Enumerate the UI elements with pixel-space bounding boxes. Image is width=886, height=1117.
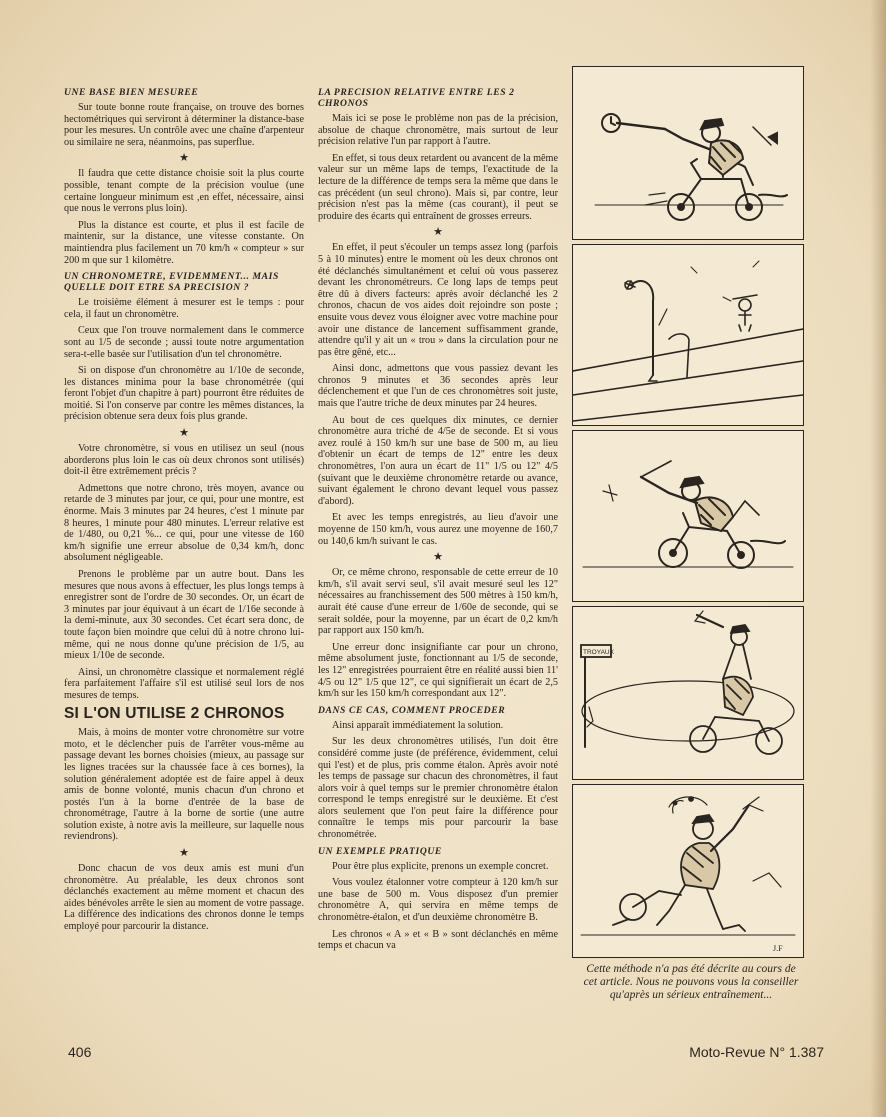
cartoon-panel-3 bbox=[572, 430, 804, 602]
circuit-rider-illustration bbox=[573, 607, 803, 779]
paragraph: En effet, il peut s'écouler un temps assez long (parfois 5 à 10 minutes) entre le moment où les deux chronos ont été déclanchés simultanément et celui où vous passerez devant les chronométreurs. Ce long laps de temps peut être dû à divers facteurs: après avoir déclanché les 2 chronos, chacun de vos aides doit rejoindre son poste ; ensuite vous devez vous éloigner avec votre machine pour avoir une distance de lancement suffisamment grande, attendre qu'il y ait un « trou » dans la circulation pour ne pas être gêné, etc... bbox=[318, 242, 558, 358]
section-heading: DANS CE CAS, COMMENT PROCEDER bbox=[318, 704, 506, 716]
section-heading: LA PRECISION RELATIVE ENTRE LES 2 CHRONOS bbox=[318, 87, 515, 109]
paragraph: Mais, à moins de monter votre chronomètre sur votre moto, et le déclencher puis de l'arrêter vous-même au passage devant les bornes choisies (mieux, au passage sur les lignes tracées sur la chaussée face à ces bornes), la solution généralement adoptée est de faire appel à deux amis de bonne volonté, munis chacun d'un chrono et postés l'un à la borne d'entrée de la base de chronométrage, l'autre à la borne de sortie (une autre solution existe, à notre avis la meilleure, sur laquelle nous reviendrons). bbox=[64, 727, 304, 843]
paragraph: Sur les deux chronomètres utilisés, l'un doit être considéré comme juste (de préférence, évidemment, celui qui l'est) et de plus, pris comme étalon. Après avoir noté les temps de passage sur chacun des chronomètres, il faut alors voir à quel temps sur le premier chronomètre étalon correspond le temps enregistré sur le deuxième. Et c'est alors seulement que l'on peut faire la différence pour connaître le temps mis pour parcourir la base chronométrée. bbox=[318, 736, 558, 841]
paragraph: Les chronos « A » et « B » sont déclanchés en même temps et chacun va bbox=[318, 928, 558, 952]
paragraph: Sur toute bonne route française, on trouve des bornes hectométriques qui serviront à déterminer la distance-base pour les mesures. Un contrôle avec une chaîne d'arpenteur ou similaire ne sera, néanmoins, pas superflue. bbox=[64, 102, 304, 148]
rider-with-pole-illustration bbox=[573, 67, 803, 239]
paragraph: Ceux que l'on trouve normalement dans le commerce sont au 1/5 de seconde ; aussi toute notre argumentation sera-t-elle basée sur l'utilisation d'un tel chronomètre. bbox=[64, 325, 304, 360]
paragraph: Donc chacun de vos deux amis est muni d'un chronomètre. Au préalable, les deux chronos sont déclanchés exactement au même moment et chacun des aides bénévoles arrête le sien au moment de votre passage. La différence des indications des chronos donne le temps employé pour parcourir la distance. bbox=[64, 863, 304, 933]
cartoon-strip bbox=[572, 66, 804, 962]
text-column-left bbox=[64, 82, 304, 938]
paragraph: Le troisième élément à mesurer est le temps : pour cela, il faut un chronomètre. bbox=[64, 297, 304, 320]
cartoon-panel-2 bbox=[572, 244, 804, 426]
star-separator: ★ bbox=[179, 152, 189, 165]
page-edge-shadow bbox=[870, 0, 886, 1117]
artist-signature: J.F bbox=[773, 944, 783, 953]
text-column-middle bbox=[318, 82, 558, 957]
paragraph: En effet, si tous deux retardent ou avancent de la même valeur sur un même laps de temps, l'exactitude de la lecture de la différence de temps sera la même que dans le cas précédent (un seul chrono). Mais si, par contre, leur précision n'est pas la même (cas courant), il peut se produire des écarts qui entraînent de grosses erreurs. bbox=[318, 152, 558, 222]
cartoon-panel-1 bbox=[572, 66, 804, 240]
paragraph: Votre chronomètre, si vous en utilisez un seul (nous aborderons plus loin le cas où deux chronos sont utilisés) doit-il être extrêmement précis ? bbox=[64, 443, 304, 478]
paragraph: Prenons le problème par un autre bout. Dans les mesures que nous avons à effectuer, les plus longs temps à enregistrer sont de l'ordre de 30 secondes. Or, un écart de 3 minutes par jour équivaut à un écart de 1/16e seconde à la demi-minute, aux 30 secondes. Cet écart sera donc, de toute façon bien moindre que celui dû à notre chrono lui-même, qui ne nous donne qu'une précision de 1/5, au mieux 1/10e de seconde. bbox=[64, 569, 304, 662]
section-heading: UN EXEMPLE PRATIQUE bbox=[318, 845, 442, 857]
paragraph: Ainsi donc, admettons que vous passiez devant les chronos 9 minutes et 36 secondes après leur déclenchement et que l'un de ces chronomètres soit juste, mais que l'autre triche de deux minutes par 24 heures. bbox=[318, 363, 558, 410]
page-number: 406 bbox=[68, 1044, 92, 1060]
section-heading: UNE BASE BIEN MESUREE bbox=[64, 87, 199, 98]
paragraph: Or, ce même chrono, responsable de cette erreur de 10 km/h, s'il avait servi seul, s'il avait mesuré seul les 12" nécessaires au franchissement des 500 mètres à 150 km/h, aurait été cause d'une erreur de 1/60e de seconde, qui se serait soldée, pour la moyenne, par un écart de 0,2 km/h par rapport aux 150 km/h. bbox=[318, 567, 558, 637]
paragraph: Et avec les temps enregistrés, au lieu d'avoir une moyenne de 150 km/h, vous aurez une moyenne de 160,7 ou 140,6 km/h suivant le cas. bbox=[318, 512, 558, 547]
crashed-rider-illustration bbox=[573, 785, 803, 957]
main-heading: SI L'ON UTILISE 2 CHRONOS bbox=[64, 704, 285, 722]
paragraph: Une erreur donc insignifiante car pour un chrono, même absolument juste, fonctionnant au 1/5 de seconde, les 12" enregistrées pourraient être en réalité aussi bien 11' 4/5 ou 12" 1/5 que 12", ce qui signifierait un écart de 2,5 km/h sur les 150 km/h correspondant aux 12". bbox=[318, 641, 558, 700]
paragraph: Il faudra que cette distance choisie soit la plus courte possible, tenant compte de la précision voulue (une certaine longueur minimum est ,en effet, nécessaire, ainsi que nous le verrons plus loin). bbox=[64, 168, 304, 215]
magazine-issue: Moto-Revue N° 1.387 bbox=[689, 1044, 824, 1060]
paragraph: Ainsi apparaît immédiatement la solution. bbox=[332, 719, 504, 731]
star-separator: ★ bbox=[179, 427, 189, 440]
paragraph: Plus la distance est courte, et plus il est facile de maintenir, sur la distance, une vitesse constante. On maintiendra plus facilement un 70 km/h « compteur » sur 200 m que sur 1 kilomètre. bbox=[64, 219, 304, 266]
paragraph: Admettons que notre chrono, très moyen, avance ou retarde de 3 minutes par jour, ce qui, pour une montre, est énorme. Mais 3 minutes par 24 heures, c'est 1 minute par 8 heures, 1 minute pour 480 minutes. L'erreur relative est de 1/480, ou 0,21 %... ce qui, pour une vitesse de 160 km/h signifie une erreur absolue de 0,34 km/h, donc absolument négligeable. bbox=[64, 482, 304, 564]
star-separator: ★ bbox=[179, 847, 189, 860]
street-corner-illustration bbox=[573, 245, 803, 425]
sign-text: TROYAUX bbox=[583, 649, 614, 656]
star-separator: ★ bbox=[433, 551, 443, 564]
paragraph: Vous voulez étalonner votre compteur à 120 km/h sur une base de 500 m. Vous disposez d'un premier chronomètre A, qui servira en même temps de chronomètre-étalon, et d'un deuxième chronomètre B. bbox=[318, 877, 558, 924]
paragraph: Ainsi, un chronomètre classique et normalement réglé fera parfaitement l'affaire s'il est utilisé seul lors de nos mesures de temps. bbox=[64, 666, 304, 701]
paragraph: Pour être plus explicite, prenons un exemple concret. bbox=[332, 860, 549, 872]
paragraph: Si on dispose d'un chronomètre au 1/10e de seconde, les distances minima pour la base chronométrée (qui feront l'objet d'un chapitre à part) pourront être réduites de moitié. Si l'on conserve par contre les mêmes distances, la précision obtenue sera deux fois plus grande. bbox=[64, 365, 304, 423]
star-separator: ★ bbox=[433, 226, 443, 239]
paragraph: Au bout de ces quelques dix minutes, ce dernier chronomètre aura triché de 4/5e de seconde. Et si vous avez roulé à 150 km/h sur une base de 500 m, au lieu d'obtenir un écart de temps de 12" entre les deux chronomètres, l'on aura un écart de 11" 1/5 ou 12" 4/5 (suivant que le deuxième chronomètre retarde ou avance, suivant également le chrono devant lequel vous passez d'abord). bbox=[318, 414, 558, 507]
paragraph: Mais ici se pose le problème non pas de la précision, absolue de chaque chronomètre, mais surtout de leur précision relative l'un par rapport à l'autre. bbox=[318, 113, 558, 148]
rider-reaching-illustration bbox=[573, 431, 803, 601]
cartoon-caption: Cette méthode n'a pas été décrite au cours de cet article. Nous ne pouvons vous la conseiller qu'après un sérieux entraînement... bbox=[583, 963, 799, 1001]
cartoon-panel-5 bbox=[572, 784, 804, 958]
section-heading: UN CHRONOMETRE, EVIDEMMENT... MAIS QUELLE DOIT ETRE SA PRECISION ? bbox=[64, 271, 279, 294]
cartoon-panel-4 bbox=[572, 606, 804, 780]
